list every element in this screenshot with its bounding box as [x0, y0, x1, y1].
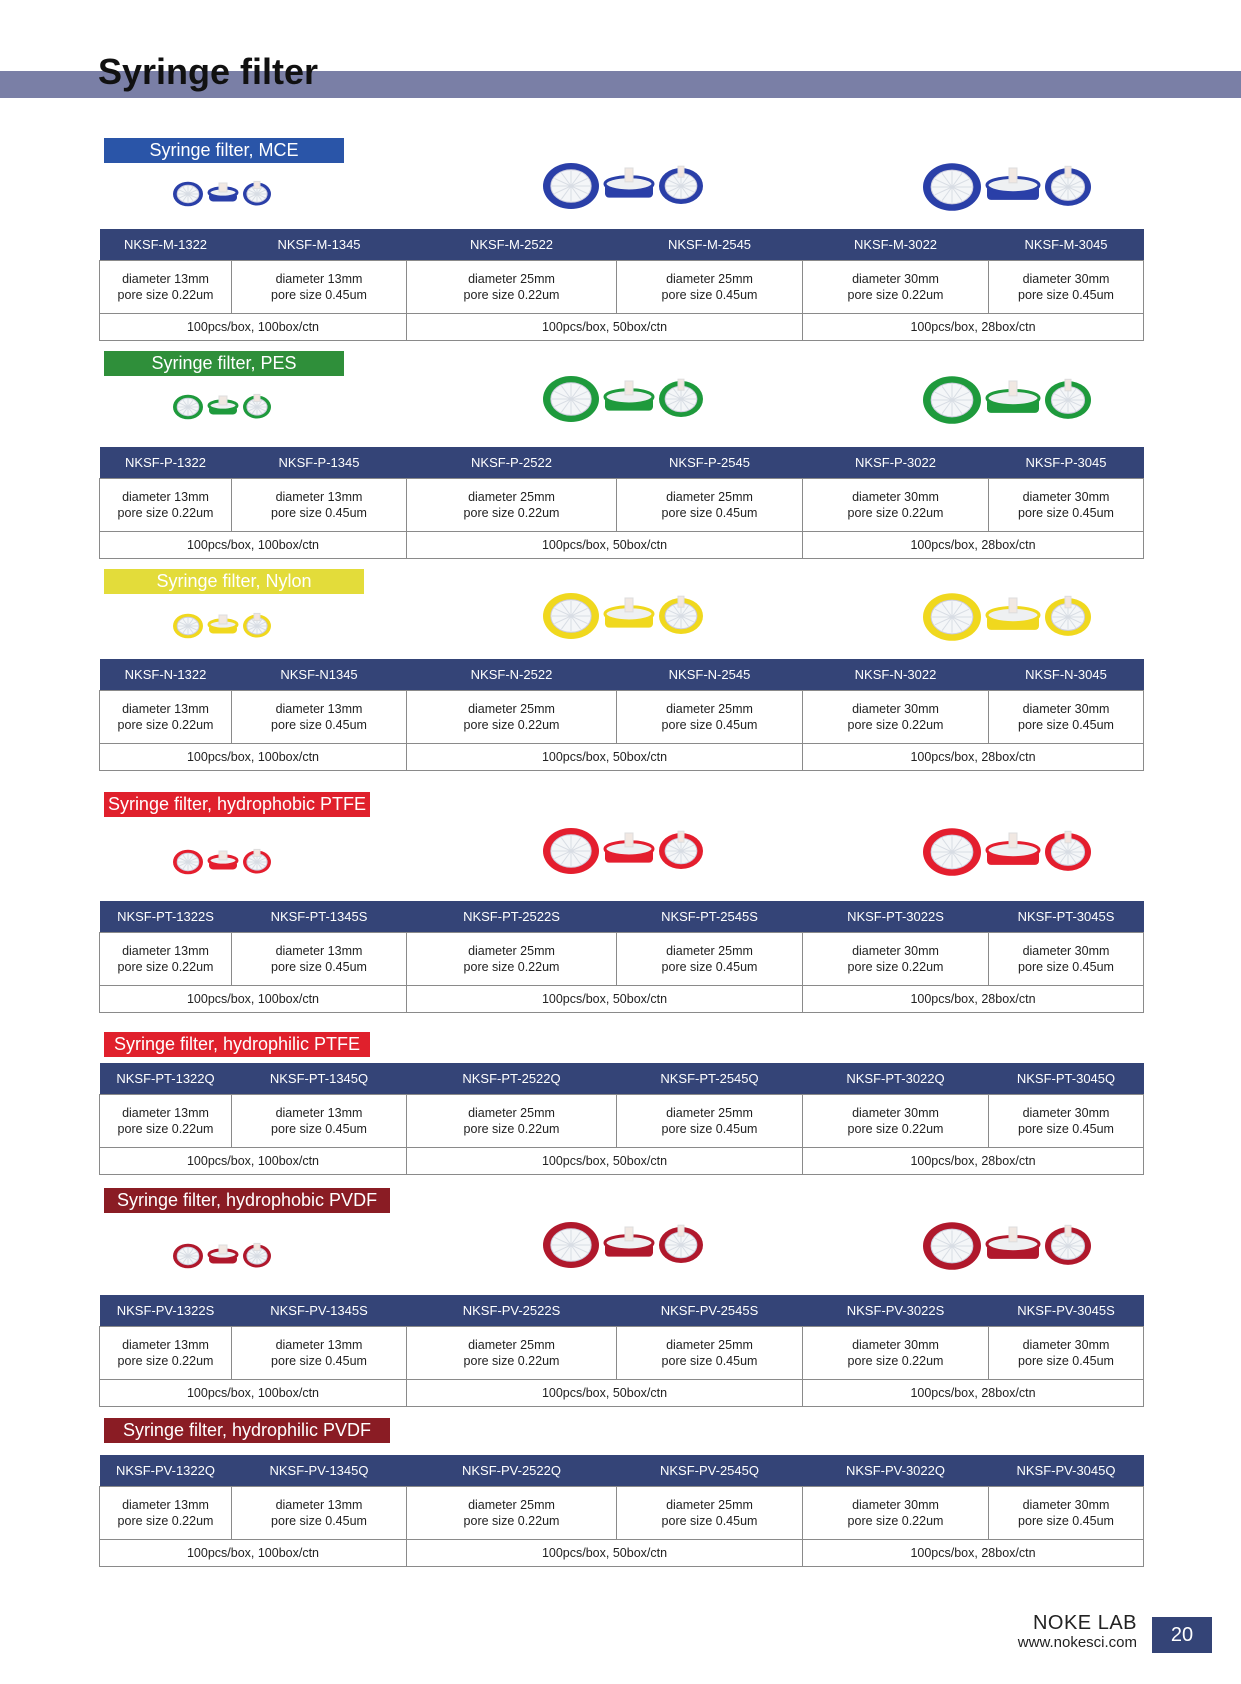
packing-cell: 100pcs/box, 100box/ctn — [100, 744, 407, 771]
diameter-text: diameter 25mm — [666, 944, 753, 958]
spec-cell — [232, 691, 407, 744]
diameter-text: diameter 30mm — [852, 272, 939, 286]
pore-size-text: pore size 0.22um — [117, 506, 214, 520]
packing-cell: 100pcs/box, 50box/ctn — [407, 1540, 803, 1567]
packing-cell: 100pcs/box, 50box/ctn — [407, 986, 803, 1013]
spec-row — [100, 261, 1144, 314]
packing-cell: 100pcs/box, 28box/ctn — [803, 744, 1144, 771]
section-label: Syringe filter, PES — [104, 351, 344, 376]
spec-cell — [617, 479, 803, 532]
pore-size-text: pore size 0.22um — [847, 960, 944, 974]
filter-image — [984, 166, 1042, 208]
pore-size-text: pore size 0.22um — [117, 1122, 214, 1136]
product-images-25mm — [540, 1214, 706, 1276]
diameter-text: diameter 13mm — [275, 272, 363, 286]
pore-size-text: pore size 0.45um — [271, 1514, 367, 1528]
filter-image — [240, 1239, 274, 1273]
filter-image — [240, 845, 274, 879]
packing-cell: 100pcs/box, 50box/ctn — [407, 1380, 803, 1407]
product-code: NKSF-P-3045 — [989, 447, 1144, 479]
spec-cell — [803, 479, 989, 532]
product-code: NKSF-N-3045 — [989, 659, 1144, 691]
pore-size-text: pore size 0.45um — [271, 506, 367, 520]
code-row — [100, 1063, 1144, 1095]
filter-image — [170, 176, 206, 212]
diameter-text: diameter 30mm — [852, 1338, 939, 1352]
filter-image — [602, 1225, 656, 1265]
filter-image — [1042, 591, 1094, 643]
packing-cell: 100pcs/box, 50box/ctn — [407, 1148, 803, 1175]
filter-image — [206, 849, 240, 875]
product-code: NKSF-PT-3045S — [989, 901, 1144, 933]
filter-image — [206, 394, 240, 420]
product-images-30mm — [920, 368, 1094, 432]
pore-size-text: pore size 0.22um — [117, 1354, 214, 1368]
spec-table — [99, 659, 1144, 771]
page-title: Syringe filter — [98, 51, 319, 92]
spec-cell — [407, 1487, 617, 1540]
product-code: NKSF-PT-2545Q — [617, 1063, 803, 1095]
diameter-text: diameter 30mm — [1022, 272, 1110, 286]
spec-cell — [407, 691, 617, 744]
pore-size-text: pore size 0.22um — [463, 960, 560, 974]
diameter-text: diameter 13mm — [122, 490, 209, 504]
spec-cell — [803, 933, 989, 986]
filter-image — [206, 1243, 240, 1269]
packing-cell: 100pcs/box, 28box/ctn — [803, 314, 1144, 341]
filter-image — [920, 368, 984, 432]
spec-cell — [803, 1327, 989, 1380]
spec-row — [100, 933, 1144, 986]
packing-row — [100, 1540, 1144, 1567]
diameter-text: diameter 30mm — [852, 944, 939, 958]
code-row — [100, 229, 1144, 261]
pore-size-text: pore size 0.22um — [463, 1514, 560, 1528]
filter-image — [540, 1214, 602, 1276]
packing-cell: 100pcs/box, 50box/ctn — [407, 532, 803, 559]
product-code: NKSF-P-3022 — [803, 447, 989, 479]
product-images-13mm — [170, 176, 274, 212]
product-code: NKSF-P-2522 — [407, 447, 617, 479]
pore-size-text: pore size 0.45um — [1018, 960, 1114, 974]
diameter-text: diameter 30mm — [1022, 944, 1110, 958]
packing-cell: 100pcs/box, 28box/ctn — [803, 532, 1144, 559]
product-code: NKSF-PT-3022S — [803, 901, 989, 933]
product-code: NKSF-PT-3022Q — [803, 1063, 989, 1095]
filter-image — [170, 844, 206, 880]
spec-cell — [232, 1487, 407, 1540]
spec-row — [100, 1327, 1144, 1380]
packing-cell: 100pcs/box, 28box/ctn — [803, 1540, 1144, 1567]
filter-image — [920, 585, 984, 649]
pore-size-text: pore size 0.45um — [271, 1122, 367, 1136]
diameter-text: diameter 25mm — [468, 272, 555, 286]
product-code: NKSF-M-3045 — [989, 229, 1144, 261]
spec-cell — [803, 691, 989, 744]
product-code: NKSF-P-1345 — [232, 447, 407, 479]
brand-name: NOKE LAB — [1032, 1612, 1137, 1634]
product-images-25mm — [540, 155, 706, 217]
spec-cell — [232, 1095, 407, 1148]
packing-cell: 100pcs/box, 28box/ctn — [803, 1380, 1144, 1407]
diameter-text: diameter 13mm — [275, 1338, 363, 1352]
product-code: NKSF-N-2522 — [407, 659, 617, 691]
product-code: NKSF-PT-1345Q — [232, 1063, 407, 1095]
spec-cell — [232, 479, 407, 532]
spec-cell — [989, 1095, 1144, 1148]
product-images-13mm — [170, 389, 274, 425]
packing-row — [100, 1380, 1144, 1407]
product-code: NKSF-PT-1322Q — [100, 1063, 232, 1095]
pore-size-text: pore size 0.45um — [271, 1354, 367, 1368]
filter-image — [206, 181, 240, 207]
diameter-text: diameter 25mm — [468, 490, 555, 504]
pore-size-text: pore size 0.22um — [117, 1514, 214, 1528]
diameter-text: diameter 30mm — [1022, 1106, 1110, 1120]
spec-row — [100, 479, 1144, 532]
product-code: NKSF-PT-2522Q — [407, 1063, 617, 1095]
pore-size-text: pore size 0.45um — [1018, 1354, 1114, 1368]
spec-cell — [617, 1487, 803, 1540]
spec-cell — [100, 1095, 232, 1148]
pore-size-text: pore size 0.45um — [661, 506, 758, 520]
packing-cell: 100pcs/box, 50box/ctn — [407, 314, 803, 341]
diameter-text: diameter 30mm — [852, 702, 939, 716]
filter-image — [920, 820, 984, 884]
code-row — [100, 447, 1144, 479]
filter-image — [1042, 161, 1094, 213]
diameter-text: diameter 30mm — [1022, 702, 1110, 716]
pore-size-text: pore size 0.22um — [847, 718, 944, 732]
pore-size-text: pore size 0.45um — [661, 1122, 758, 1136]
filter-image — [656, 1220, 706, 1270]
code-row — [100, 659, 1144, 691]
pore-size-text: pore size 0.45um — [1018, 1122, 1114, 1136]
product-code: NKSF-PT-1345S — [232, 901, 407, 933]
product-code: NKSF-PV-3045S — [989, 1295, 1144, 1327]
filter-image — [602, 379, 656, 419]
packing-row — [100, 314, 1144, 341]
diameter-text: diameter 30mm — [1022, 1338, 1110, 1352]
pore-size-text: pore size 0.22um — [847, 506, 944, 520]
product-images-30mm — [920, 820, 1094, 884]
product-images-25mm — [540, 820, 706, 882]
spec-cell — [803, 261, 989, 314]
filter-image — [984, 831, 1042, 873]
pore-size-text: pore size 0.22um — [847, 1122, 944, 1136]
product-code: NKSF-N-2545 — [617, 659, 803, 691]
spec-cell — [100, 691, 232, 744]
diameter-text: diameter 25mm — [468, 944, 555, 958]
spec-row — [100, 691, 1144, 744]
diameter-text: diameter 30mm — [852, 490, 939, 504]
spec-cell — [407, 479, 617, 532]
section-label: Syringe filter, MCE — [104, 138, 344, 163]
pore-size-text: pore size 0.45um — [661, 1354, 758, 1368]
product-code: NKSF-PV-3045Q — [989, 1455, 1144, 1487]
diameter-text: diameter 25mm — [468, 702, 555, 716]
pore-size-text: pore size 0.45um — [271, 718, 367, 732]
spec-cell — [100, 261, 232, 314]
product-code: NKSF-PT-2545S — [617, 901, 803, 933]
spec-cell — [617, 261, 803, 314]
diameter-text: diameter 25mm — [468, 1498, 555, 1512]
diameter-text: diameter 13mm — [122, 702, 209, 716]
spec-cell — [100, 479, 232, 532]
code-row — [100, 1455, 1144, 1487]
product-code: NKSF-PV-2522Q — [407, 1455, 617, 1487]
diameter-text: diameter 13mm — [122, 272, 209, 286]
spec-cell — [989, 933, 1144, 986]
packing-cell: 100pcs/box, 28box/ctn — [803, 986, 1144, 1013]
product-code: NKSF-N1345 — [232, 659, 407, 691]
filter-image — [240, 609, 274, 643]
product-code: NKSF-PT-3045Q — [989, 1063, 1144, 1095]
spec-cell — [617, 933, 803, 986]
pore-size-text: pore size 0.22um — [463, 1354, 560, 1368]
product-code: NKSF-PV-1345S — [232, 1295, 407, 1327]
filter-image — [656, 826, 706, 876]
packing-row — [100, 1148, 1144, 1175]
product-code: NKSF-PV-1322Q — [100, 1455, 232, 1487]
diameter-text: diameter 13mm — [275, 1106, 363, 1120]
pore-size-text: pore size 0.22um — [847, 288, 944, 302]
filter-image — [984, 596, 1042, 638]
diameter-text: diameter 30mm — [1022, 1498, 1110, 1512]
spec-cell — [407, 1327, 617, 1380]
packing-row — [100, 744, 1144, 771]
spec-cell — [407, 1095, 617, 1148]
pore-size-text: pore size 0.45um — [1018, 506, 1114, 520]
spec-cell — [989, 479, 1144, 532]
pore-size-text: pore size 0.45um — [1018, 718, 1114, 732]
product-code: NKSF-PT-1322S — [100, 901, 232, 933]
pore-size-text: pore size 0.22um — [463, 1122, 560, 1136]
filter-image — [170, 1238, 206, 1274]
product-images-30mm — [920, 1214, 1094, 1278]
diameter-text: diameter 13mm — [275, 490, 363, 504]
product-code: NKSF-M-1345 — [232, 229, 407, 261]
packing-row — [100, 986, 1144, 1013]
spec-cell — [232, 933, 407, 986]
diameter-text: diameter 13mm — [122, 1498, 209, 1512]
filter-image — [1042, 374, 1094, 426]
pore-size-text: pore size 0.22um — [847, 1354, 944, 1368]
section-label: Syringe filter, Nylon — [104, 569, 364, 594]
product-code: NKSF-PT-2522S — [407, 901, 617, 933]
product-images-13mm — [170, 608, 274, 644]
filter-image — [240, 177, 274, 211]
packing-cell: 100pcs/box, 100box/ctn — [100, 1148, 407, 1175]
filter-image — [170, 389, 206, 425]
spec-table — [99, 447, 1144, 559]
filter-image — [602, 596, 656, 636]
filter-image — [656, 374, 706, 424]
filter-image — [602, 831, 656, 871]
product-code: NKSF-PV-3022S — [803, 1295, 989, 1327]
spec-cell — [617, 1327, 803, 1380]
product-images-30mm — [920, 585, 1094, 649]
brand-url: www.nokesci.com — [1017, 1634, 1137, 1651]
filter-image — [540, 585, 602, 647]
diameter-text: diameter 25mm — [666, 272, 753, 286]
pore-size-text: pore size 0.45um — [661, 1514, 758, 1528]
spec-cell — [989, 691, 1144, 744]
product-code: NKSF-M-1322 — [100, 229, 232, 261]
packing-cell: 100pcs/box, 50box/ctn — [407, 744, 803, 771]
filter-image — [206, 613, 240, 639]
pore-size-text: pore size 0.22um — [117, 288, 214, 302]
diameter-text: diameter 13mm — [275, 1498, 363, 1512]
page-number: 20 — [1152, 1617, 1212, 1653]
packing-cell: 100pcs/box, 100box/ctn — [100, 1540, 407, 1567]
spec-cell — [232, 1327, 407, 1380]
diameter-text: diameter 13mm — [275, 702, 363, 716]
diameter-text: diameter 25mm — [666, 490, 753, 504]
diameter-text: diameter 13mm — [275, 944, 363, 958]
spec-row — [100, 1095, 1144, 1148]
spec-cell — [989, 1487, 1144, 1540]
filter-image — [984, 379, 1042, 421]
spec-table — [99, 1295, 1144, 1407]
spec-cell — [617, 691, 803, 744]
product-code: NKSF-PV-2545S — [617, 1295, 803, 1327]
pore-size-text: pore size 0.45um — [271, 288, 367, 302]
diameter-text: diameter 25mm — [666, 1106, 753, 1120]
spec-table — [99, 901, 1144, 1013]
section-label: Syringe filter, hydrophobic PVDF — [104, 1188, 390, 1213]
spec-cell — [407, 933, 617, 986]
packing-cell: 100pcs/box, 100box/ctn — [100, 1380, 407, 1407]
spec-row — [100, 1487, 1144, 1540]
pore-size-text: pore size 0.22um — [117, 960, 214, 974]
packing-cell: 100pcs/box, 28box/ctn — [803, 1148, 1144, 1175]
packing-cell: 100pcs/box, 100box/ctn — [100, 986, 407, 1013]
diameter-text: diameter 25mm — [468, 1338, 555, 1352]
product-code: NKSF-M-2545 — [617, 229, 803, 261]
filter-image — [170, 608, 206, 644]
spec-cell — [989, 1327, 1144, 1380]
spec-table — [99, 229, 1144, 341]
diameter-text: diameter 25mm — [666, 1498, 753, 1512]
spec-table — [99, 1455, 1144, 1567]
filter-image — [656, 591, 706, 641]
product-code: NKSF-PV-2545Q — [617, 1455, 803, 1487]
spec-cell — [407, 261, 617, 314]
diameter-text: diameter 25mm — [666, 702, 753, 716]
product-code: NKSF-PV-1322S — [100, 1295, 232, 1327]
filter-image — [984, 1225, 1042, 1267]
code-row — [100, 1295, 1144, 1327]
code-row — [100, 901, 1144, 933]
pore-size-text: pore size 0.45um — [1018, 288, 1114, 302]
filter-image — [602, 166, 656, 206]
product-images-13mm — [170, 1238, 274, 1274]
diameter-text: diameter 13mm — [122, 944, 209, 958]
spec-cell — [617, 1095, 803, 1148]
pore-size-text: pore size 0.45um — [661, 288, 758, 302]
product-images-30mm — [920, 155, 1094, 219]
section-label: Syringe filter, hydrophilic PTFE — [104, 1032, 370, 1057]
pore-size-text: pore size 0.45um — [661, 718, 758, 732]
product-code: NKSF-M-3022 — [803, 229, 989, 261]
pore-size-text: pore size 0.22um — [463, 718, 560, 732]
spec-cell — [100, 933, 232, 986]
section-label: Syringe filter, hydrophobic PTFE — [104, 792, 370, 817]
filter-image — [540, 155, 602, 217]
filter-image — [656, 161, 706, 211]
product-images-25mm — [540, 368, 706, 430]
packing-row — [100, 532, 1144, 559]
diameter-text: diameter 13mm — [122, 1106, 209, 1120]
spec-table — [99, 1063, 1144, 1175]
pore-size-text: pore size 0.22um — [463, 506, 560, 520]
filter-image — [240, 390, 274, 424]
packing-cell: 100pcs/box, 100box/ctn — [100, 532, 407, 559]
packing-cell: 100pcs/box, 100box/ctn — [100, 314, 407, 341]
filter-image — [1042, 1220, 1094, 1272]
section-label: Syringe filter, hydrophilic PVDF — [104, 1418, 390, 1443]
spec-cell — [989, 261, 1144, 314]
pore-size-text: pore size 0.45um — [271, 960, 367, 974]
spec-cell — [100, 1487, 232, 1540]
footer-brand — [1018, 1612, 1137, 1652]
diameter-text: diameter 25mm — [468, 1106, 555, 1120]
spec-cell — [100, 1327, 232, 1380]
spec-cell — [803, 1487, 989, 1540]
diameter-text: diameter 25mm — [666, 1338, 753, 1352]
product-code: NKSF-P-1322 — [100, 447, 232, 479]
product-images-25mm — [540, 585, 706, 647]
product-code: NKSF-PV-2522S — [407, 1295, 617, 1327]
filter-image — [540, 820, 602, 882]
diameter-text: diameter 30mm — [852, 1498, 939, 1512]
diameter-text: diameter 13mm — [122, 1338, 209, 1352]
spec-cell — [232, 261, 407, 314]
spec-cell — [803, 1095, 989, 1148]
filter-image — [920, 155, 984, 219]
pore-size-text: pore size 0.45um — [661, 960, 758, 974]
product-code: NKSF-N-1322 — [100, 659, 232, 691]
product-code: NKSF-PV-1345Q — [232, 1455, 407, 1487]
pore-size-text: pore size 0.22um — [847, 1514, 944, 1528]
filter-image — [1042, 826, 1094, 878]
product-code: NKSF-M-2522 — [407, 229, 617, 261]
pore-size-text: pore size 0.22um — [463, 288, 560, 302]
diameter-text: diameter 30mm — [852, 1106, 939, 1120]
product-images-13mm — [170, 844, 274, 880]
product-code: NKSF-PV-3022Q — [803, 1455, 989, 1487]
filter-image — [540, 368, 602, 430]
product-code: NKSF-P-2545 — [617, 447, 803, 479]
filter-image — [920, 1214, 984, 1278]
pore-size-text: pore size 0.22um — [117, 718, 214, 732]
diameter-text: diameter 30mm — [1022, 490, 1110, 504]
product-code: NKSF-N-3022 — [803, 659, 989, 691]
pore-size-text: pore size 0.45um — [1018, 1514, 1114, 1528]
